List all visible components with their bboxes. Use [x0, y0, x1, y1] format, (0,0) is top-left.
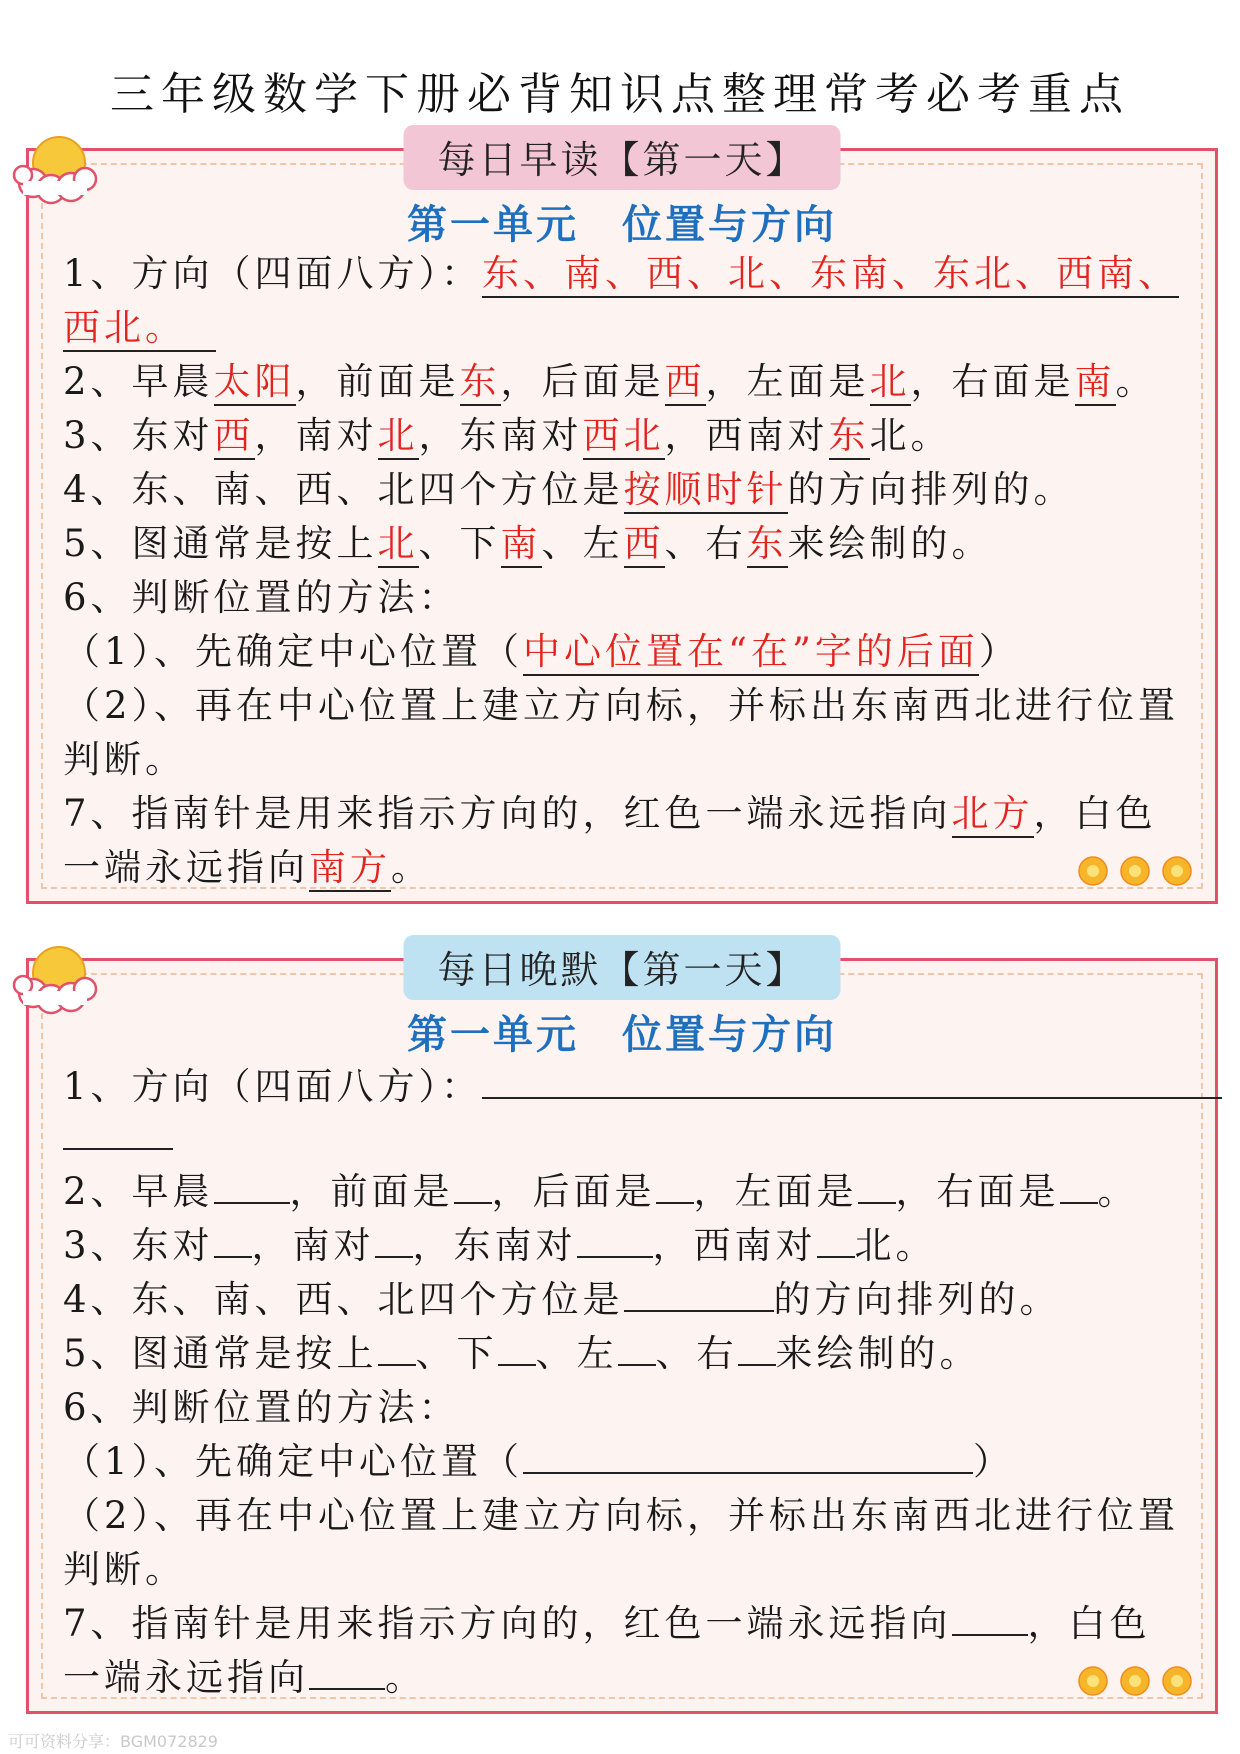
evening-dictation-card — [26, 948, 1218, 1714]
answer-text: 中心位置在“在”字的后面 — [523, 630, 979, 676]
document-title: 三年级数学下册必背知识点整理常考必考重点 — [110, 69, 1130, 120]
answer-text: 东 — [747, 522, 788, 568]
list-item: 3、东对西，南对北，东南对西北，西南对东北。 — [63, 409, 1189, 463]
watermark: 可可资料分享：BGM072829 — [8, 1732, 218, 1751]
list-item: 一端永远指向南方。 — [63, 841, 1189, 895]
morning-reading-card — [26, 138, 1218, 904]
answer-blank[interactable] — [1060, 1168, 1098, 1204]
answer-blank[interactable] — [498, 1330, 536, 1366]
answer-blank[interactable] — [375, 1222, 413, 1258]
answer-text: 西 — [624, 522, 665, 568]
list-item: 5、图通常是按上北、下南、左西、右东来绘制的。 — [63, 517, 1189, 571]
list-item: 一端永远指向 。 — [63, 1656, 426, 1699]
answer-text: 西 — [665, 360, 706, 406]
list-item: 1、方向（四面八方）：东、南、西、北、东南、东北、西南、 — [63, 247, 1189, 301]
list-item: 6、判断位置的方法： — [63, 1386, 460, 1429]
answer-text: 东 — [829, 414, 870, 460]
flower-icon — [1071, 1661, 1201, 1701]
list-item: 1、方向（四面八方）： — [63, 1057, 1189, 1111]
answer-text: 西北。 — [63, 306, 216, 352]
list-item: （1）、先确定中心位置（中心位置在“在”字的后面） — [63, 625, 1189, 679]
answer-blank[interactable] — [577, 1222, 653, 1258]
list-item: 7、指南针是用来指示方向的，红色一端永远指向北方，白色 — [63, 787, 1189, 841]
answer-blank[interactable] — [63, 1114, 173, 1150]
answer-blank[interactable] — [858, 1168, 896, 1204]
answer-text: 北 — [870, 360, 911, 406]
list-item: （1）、先确定中心位置（ ） — [63, 1440, 1015, 1483]
answer-blank[interactable] — [214, 1222, 252, 1258]
list-item: 6、判断位置的方法： — [63, 576, 460, 619]
sun-cloud-icon — [11, 935, 101, 1025]
dictation-list — [63, 1057, 1189, 1705]
answer-text: 东、南、西、北、东南、东北、西南、 — [482, 252, 1179, 298]
knowledge-list — [63, 247, 1189, 895]
list-item: 4、东、南、西、北四个方位是按顺时针的方向排列的。 — [63, 463, 1189, 517]
answer-text: 太阳 — [214, 360, 296, 406]
answer-blank[interactable] — [482, 1057, 1222, 1099]
answer-blank[interactable] — [656, 1168, 694, 1204]
unit-title: 第一单元 位置与方向 — [407, 201, 837, 248]
list-item: 4、东、南、西、北四个方位是 的方向排列的。 — [63, 1278, 1061, 1321]
answer-blank[interactable] — [618, 1330, 656, 1366]
card-tab-title: 每日早读【第一天】 — [403, 125, 840, 190]
answer-blank[interactable] — [738, 1330, 776, 1366]
list-item: 2、早晨 ，前面是 ，后面是 ，左面是 ，右面是 。 — [63, 1170, 1139, 1213]
answer-blank[interactable] — [523, 1438, 973, 1474]
list-item: （2）、再在中心位置上建立方向标，并标出东南西北进行位置 — [63, 1494, 1180, 1537]
answer-text: 南 — [1075, 360, 1116, 406]
unit-title: 第一单元 位置与方向 — [407, 1011, 837, 1058]
answer-blank[interactable] — [817, 1222, 855, 1258]
list-item: 判断。 — [63, 1548, 186, 1591]
answer-text: 南方 — [309, 846, 391, 892]
answer-text: 西 — [214, 414, 255, 460]
card-tab-title: 每日晚默【第一天】 — [403, 935, 840, 1000]
answer-text: 按顺时针 — [624, 468, 788, 514]
answer-blank[interactable] — [624, 1276, 774, 1312]
list-item: 判断。 — [63, 738, 186, 781]
answer-text: 西北 — [583, 414, 665, 460]
list-item — [63, 1111, 1189, 1165]
list-item: 7、指南针是用来指示方向的，红色一端永远指向 ，白色 — [63, 1602, 1151, 1645]
answer-blank[interactable] — [952, 1600, 1028, 1636]
answer-text: 北 — [378, 414, 419, 460]
flower-icon — [1071, 851, 1201, 891]
list-item — [63, 301, 1189, 355]
sun-cloud-icon — [11, 125, 101, 215]
answer-blank[interactable] — [309, 1654, 385, 1690]
answer-blank[interactable] — [378, 1330, 416, 1366]
list-item: 3、东对 ，南对 ，东南对 ，西南对 北。 — [63, 1224, 937, 1267]
answer-text: 南 — [501, 522, 542, 568]
list-item: （2）、再在中心位置上建立方向标，并标出东南西北进行位置 — [63, 684, 1180, 727]
answer-text: 北 — [378, 522, 419, 568]
answer-blank[interactable] — [214, 1168, 290, 1204]
answer-blank[interactable] — [454, 1168, 492, 1204]
answer-text: 北方 — [952, 792, 1034, 838]
answer-text: 东 — [460, 360, 501, 406]
list-item: 2、早晨太阳，前面是东，后面是西，左面是北，右面是南。 — [63, 355, 1189, 409]
list-item: 5、图通常是按上 、下 、左 、右 来绘制的。 — [63, 1332, 981, 1375]
